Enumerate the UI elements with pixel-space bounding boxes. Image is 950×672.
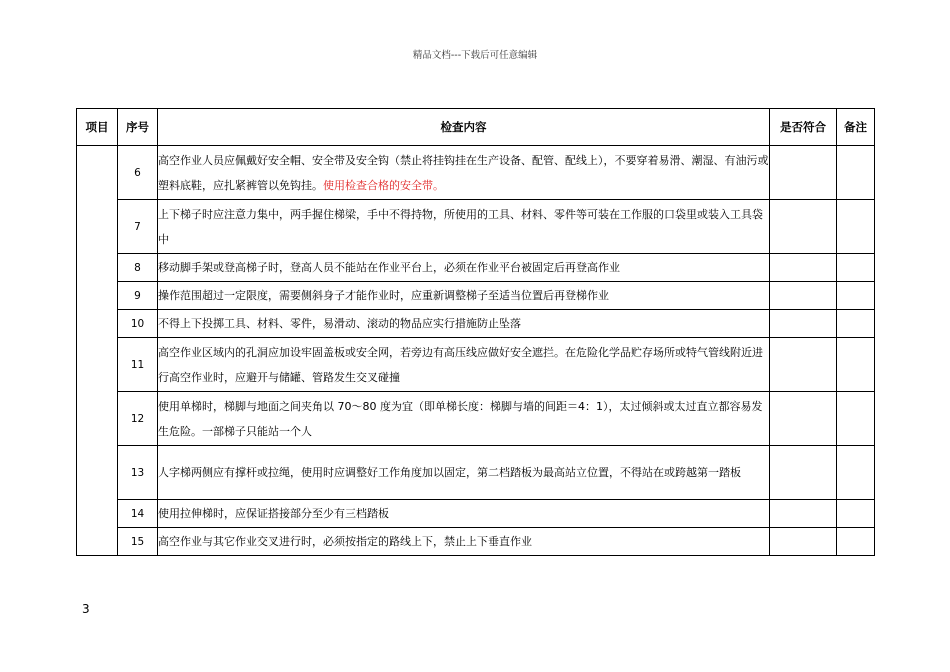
remark-cell <box>837 338 875 392</box>
table-row <box>77 200 875 254</box>
content-cell <box>158 310 770 338</box>
content-text: 高空作业人员应佩戴好安全帽、安全带及安全钩（禁止将挂钩挂在生产设备、配管、配线上），不要穿着易滑、潮湿、有油污或塑料底鞋，应扎紧裤管以免钩挂。 <box>158 153 769 192</box>
seq-cell: 9 <box>118 282 158 310</box>
compliant-cell <box>770 146 837 200</box>
content-text: 高空作业与其它作业交叉进行时，必须按指定的路线上下，禁止上下垂直作业 <box>158 535 532 548</box>
table-header-row <box>77 109 875 146</box>
table-row <box>77 392 875 446</box>
table-row <box>77 310 875 338</box>
table-row <box>77 528 875 556</box>
content-text: 高空作业区域内的孔洞应加设牢固盖板或安全网，若旁边有高压线应做好安全遮拦。在危险化学品贮存场所或特气管线附近进行高空作业时，应避开与储罐、管路发生交叉碰撞 <box>158 345 763 384</box>
seq-cell: 11 <box>118 338 158 392</box>
remark-cell <box>837 146 875 200</box>
remark-cell <box>837 310 875 338</box>
seq-cell: 12 <box>118 392 158 446</box>
seq-cell: 6 <box>118 146 158 200</box>
compliant-cell <box>770 200 837 254</box>
seq-cell: 13 <box>118 446 158 500</box>
compliant-cell <box>770 446 837 500</box>
content-cell <box>158 254 770 282</box>
header-remark: 备注 <box>837 109 875 146</box>
seq-cell: 8 <box>118 254 158 282</box>
seq-cell: 15 <box>118 528 158 556</box>
seq-cell: 10 <box>118 310 158 338</box>
compliant-cell <box>770 338 837 392</box>
remark-cell <box>837 282 875 310</box>
header-content: 检查内容 <box>158 109 770 146</box>
page-header-note: 精品文档---下载后可任意编辑 <box>412 50 538 61</box>
compliant-cell <box>770 254 837 282</box>
header-item: 项目 <box>77 109 118 146</box>
remark-cell <box>837 528 875 556</box>
compliant-cell <box>770 500 837 528</box>
content-text: 人字梯两侧应有撑杆或拉绳，使用时应调整好工作角度加以固定，第二档踏板为最高站立位置，不得站在或跨越第一踏板 <box>158 466 741 479</box>
inspection-table <box>76 108 875 556</box>
compliant-cell <box>770 392 837 446</box>
content-cell <box>158 446 770 500</box>
header-seq: 序号 <box>118 109 158 146</box>
content-cell <box>158 338 770 392</box>
remark-cell <box>837 200 875 254</box>
remark-cell <box>837 500 875 528</box>
remark-cell <box>837 254 875 282</box>
content-cell <box>158 500 770 528</box>
content-highlight-text: 使用检查合格的安全带。 <box>323 178 444 192</box>
compliant-cell <box>770 310 837 338</box>
content-text: 移动脚手架或登高梯子时，登高人员不能站在作业平台上，必须在作业平台被固定后再登高作业 <box>158 261 620 274</box>
table-row <box>77 446 875 500</box>
content-text: 使用单梯时，梯脚与地面之间夹角以 70～80 度为宜（即单梯长度：梯脚与墙的间距＝4：1），太过倾斜或太过直立都容易发生危险。一部梯子只能站一个人 <box>158 399 763 438</box>
content-text: 操作范围超过一定限度，需要侧斜身子才能作业时，应重新调整梯子至适当位置后再登梯作业 <box>158 289 609 302</box>
remark-cell <box>837 392 875 446</box>
remark-cell <box>837 446 875 500</box>
compliant-cell <box>770 528 837 556</box>
content-text: 不得上下投掷工具、材料、零件，易滑动、滚动的物品应实行措施防止坠落 <box>158 317 521 330</box>
table-body <box>77 146 875 556</box>
table-row <box>77 254 875 282</box>
seq-cell: 14 <box>118 500 158 528</box>
item-cell <box>77 146 118 556</box>
compliant-cell <box>770 282 837 310</box>
content-cell <box>158 282 770 310</box>
header-compliant: 是否符合 <box>770 109 837 146</box>
seq-cell: 7 <box>118 200 158 254</box>
content-cell <box>158 528 770 556</box>
table-row <box>77 146 875 200</box>
content-text: 使用拉伸梯时，应保证搭接部分至少有三档踏板 <box>158 507 389 520</box>
table-row <box>77 500 875 528</box>
table-row <box>77 338 875 392</box>
table-row <box>77 282 875 310</box>
content-text: 上下梯子时应注意力集中，两手握住梯梁，手中不得持物，所使用的工具、材料、零件等可装在工作服的口袋里或装入工具袋中 <box>158 207 763 246</box>
content-cell <box>158 146 770 200</box>
content-cell <box>158 200 770 254</box>
content-cell <box>158 392 770 446</box>
page-number: 3 <box>82 602 90 616</box>
